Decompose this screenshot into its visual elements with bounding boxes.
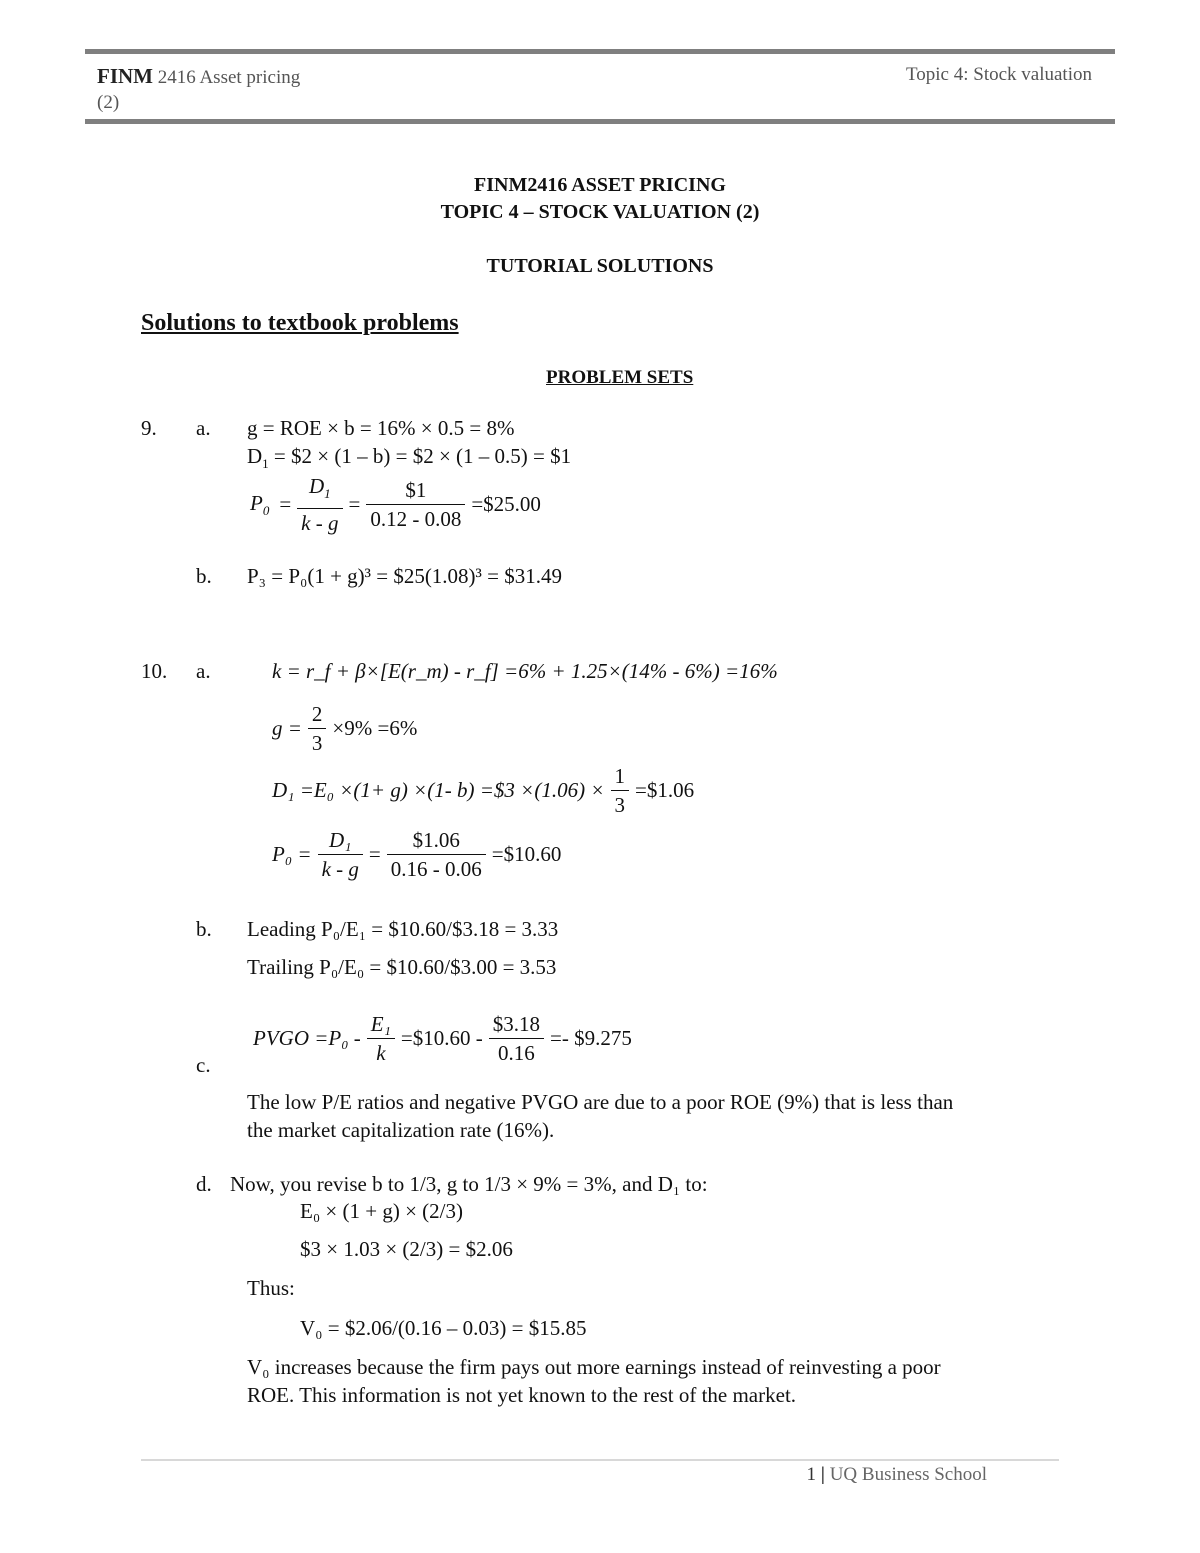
problem-10-number: 10. <box>141 659 168 683</box>
problem-9-number: 9. <box>141 416 157 440</box>
header-bottom-rule <box>85 119 1115 124</box>
problem-10a-p0-equation: P₀ = $\frac{\text{D₁}}{k - g}$ = $\frac{\$1.06}{0.16 - 0.06}$ =$10.60 <box>272 828 562 881</box>
problem-10a-d1-equation: D₁ =E₀ ×(1+ g) ×(1- b) =$3 ×(1.06) × $\frac{1}{3}$ =$1.06 <box>272 764 695 817</box>
problem-10a-label: a. <box>196 659 211 683</box>
problem-10b-leading: Leading P₀/E₁ = $10.60/$3.18 = 3.33 <box>247 917 559 941</box>
footer-rule <box>141 1459 1059 1461</box>
header-course-name: 2416 Asset pricing <box>157 67 301 88</box>
problem-10c-text1: The low P/E ratios and negative PVGO are due to a poor ROE (9%) that is less than <box>247 1090 954 1114</box>
problem-9a-line2 <box>247 444 571 472</box>
d1-equation: = $2 × (1 – b) = $2 × (1 – 0.5) = $1 <box>268 444 572 468</box>
problem-9a-label: a. <box>196 416 211 440</box>
header-top-rule <box>85 49 1115 54</box>
doc-title-line1: FINM2416 ASSET PRICING <box>474 174 726 196</box>
problem-10c-pvgo-equation: PVGO =P₀ - $\frac{\text{E₁}}{k}$ =$10.60 - $\frac{\$3.18}{0.16}$ =- $9.275 <box>253 1012 632 1065</box>
d1-symbol: D <box>247 444 263 468</box>
header-topic: Topic 4: Stock valuation <box>905 64 1092 85</box>
fraction-e1-over-k: $\frac{\text{E₁}}{k}$ <box>367 1010 395 1067</box>
problem-10d-label: d. <box>196 1172 212 1196</box>
header-course-code: FINM <box>97 64 153 88</box>
problem-9b-label: b. <box>196 564 212 588</box>
problem-10a-k-equation: k = r_f + β×[E(r_m) - r_f] =6% + 1.25×(14% - 6%) =16% <box>272 659 778 683</box>
problem-sets-heading: PROBLEM SETS <box>546 367 694 388</box>
problem-9a-p0-equation: $P_0$ = $\frac{D_1}{k - g}$ = $\frac{\$1}{0.12 - 0.08}$ =$25.00 <box>250 474 541 536</box>
problem-10a-g-equation: g = $\frac{2}{3}$ ×9% =6% <box>272 702 418 755</box>
d1-subscript: 1 <box>262 456 269 472</box>
problem-10d-line3: $3 × 1.03 × (2/3) = $2.06 <box>300 1237 513 1261</box>
fraction-2-over-3: $\frac{2}{3}$ <box>308 700 327 757</box>
fraction-d1-over-k-g-10: $\frac{\text{D₁}}{k - g}$ <box>318 826 363 883</box>
fraction-1-over-3: $\frac{1}{3}$ <box>611 762 630 819</box>
doc-title-line2: TOPIC 4 – STOCK VALUATION (2) <box>440 201 760 223</box>
doc-title-line3: TUTORIAL SOLUTIONS <box>486 255 714 277</box>
problem-10d-v0: V₀ = $2.06/(0.16 – 0.03) = $15.85 <box>300 1316 587 1340</box>
problem-10c-text2: the market capitalization rate (16%). <box>247 1118 555 1142</box>
problem-10c-label: c. <box>196 1053 211 1077</box>
fraction-106-over-rates: $\frac{\$1.06}{0.16 - 0.06}$ <box>387 826 486 883</box>
fraction-d1-over-k-g: $\frac{D_1}{k - g}$ <box>297 472 342 537</box>
footer-separator: | <box>820 1464 825 1485</box>
page-number: 1 <box>806 1464 817 1485</box>
footer <box>807 1464 987 1486</box>
problem-10d-line2: E₀ × (1 + g) × (2/3) <box>300 1199 463 1223</box>
problem-10d-line1: Now, you revise b to 1/3, g to 1/3 × 9% = 3%, and D₁ to: <box>230 1172 708 1196</box>
header-course <box>97 64 300 89</box>
problem-9b-line: P₃ = P₀(1 + g)³ = $25(1.08)³ = $31.49 <box>247 564 562 588</box>
fraction-1-over-rates: $\frac{\$1}{0.12 - 0.08}$ <box>366 476 465 533</box>
problem-9a-line1: g = ROE × b = 16% × 0.5 = 8% <box>247 416 515 440</box>
section-heading: Solutions to textbook problems <box>141 310 459 336</box>
problem-10d-text1: V₀ increases because the firm pays out more earnings instead of reinvesting a poor <box>247 1355 941 1379</box>
fraction-318-over-016: $\frac{\$3.18}{0.16}$ <box>489 1010 544 1067</box>
p0-result: =$25.00 <box>471 492 541 517</box>
footer-org: UQ Business School <box>829 1464 987 1485</box>
header-course-line2: (2) <box>97 92 120 113</box>
problem-10b-trailing: Trailing P₀/E₀ = $10.60/$3.00 = 3.53 <box>247 955 557 979</box>
problem-10d-thus: Thus: <box>247 1276 295 1300</box>
problem-10d-text2: ROE. This information is not yet known to the rest of the market. <box>247 1383 797 1407</box>
p0-symbol: $P_0$ <box>250 490 270 518</box>
problem-10b-label: b. <box>196 917 212 941</box>
